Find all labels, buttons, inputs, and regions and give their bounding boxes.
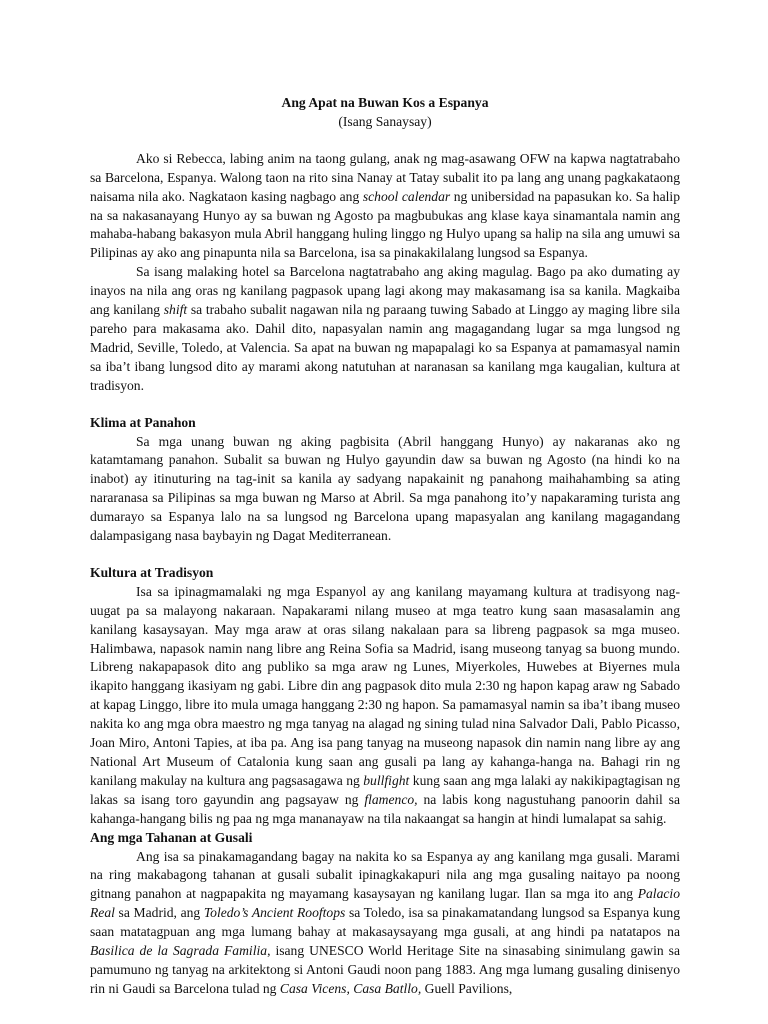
section-heading-klima: Klima at Panahon [90,414,196,430]
text-run: Isa sa ipinagmamalaki ng mga Espanyol ay ang kanilang mayamang kultura at tradisyong nag-uugat pa sa malayong nakaraan. Napakarami nilang museo at mga teatro kung saan masasalamin ang kanilang kasaysayan. May mga araw at oras silang nakalaan para sa libreng pagpasok sa mga museo. Halimbawa, napasok namin nang libre ang Reina Sofia sa Madrid, isang museong tanyag sa buong mundo. Libreng nakapapasok dito ang publiko sa mga araw ng Lunes, Miyerkoles, Huwebes at Biyernes mula ikapito hanggang ikasiyam ng gabi. Libre din ang pagpasok dito mula 2:30 ng hapon kapag araw ng Sabado at kapag Linggo, libre ito mula umaga hanggang 2:30 ng hapon. Sa pamamasyal namin sa iba’t ibang museo nakita ko ang mga obra maestro ng mga tanyag na alagad ng sining tulad nina Salvador Dali, Pablo Picasso, Joan Miro, Antoni Tapies, at iba pa. Ang isa pang tanyag na museong napasok din namin nang libre ay ang National Art Museum of Catalonia kung saan ang gusali pa lang ay kahanga-hanga na. Bahagi rin ng kanilang makulay na kultura ang pagsasagawa ng [90,583,680,788]
section-heading-kultura: Kultura at Tradisyon [90,564,214,580]
section-kultura-paragraph [90,583,680,829]
italic-term: school calendar [362,188,451,204]
intro-paragraph-2 [90,263,680,395]
text-run: ng unibersidad na papasukan ko. Sa halip na sa nakasanayang Hunyo ay sa buwan ng Agosto pa magbubukas ang klase kaya sinamantala namin ang mahaba-habang bakasyon mula Abril hanggang huling linggo ng Hulyo upang sa halip na sila ang umuwi sa Pilipinas ay ako ang pinapunta nila sa Barcelona, isa sa pinakakilalang lungsod sa Espanya. [90,188,680,261]
document-title: Ang Apat na Buwan Kos a Espanya [281,95,489,110]
title-block [90,94,680,132]
section-tahanan [90,829,680,999]
intro-paragraph-1 [90,150,680,263]
section-klima-paragraph [90,433,680,546]
text-run: Ang isa sa pinakamagandang bagay na nakita ko sa Espanya ay ang kanilang mga gusali. Marami na ring makabagong tahanan at gusali subalit ipinagkakapuri nila ang mga gusaling naitayo pa noong gitnang panahon at nagpapakita ng mayamang kasaysayan ng kanilang lugar. Ilan sa mga ito ang [90,848,680,902]
italic-term: Basilica de la Sagrada Familia [90,943,268,959]
section-klima [90,414,680,546]
text-run: na labis kong nagustuhang panoorin dahil sa kahanga-hangang bilis ng paa ng mga mananayaw na tila nakaangat sa hangin at hindi lumalapat sa sahig. [90,791,680,826]
italic-term: shift [163,302,188,318]
text-run: kung saan ang mga lalaki ay nakikipagtagisan ng lakas sa isang toro gayundin ang pagsayaw ng [90,772,680,807]
italic-term: bullfight [363,772,410,788]
text-run: Sa isang malaking hotel sa Barcelona nagtatrabaho ang aking magulag. Bago pa ako dumating ay inayos na nila ang oras ng kanilang pagpasok upang lagi akong may makasamang isa sa kanila. Magkaiba ang kanilang [90,264,680,318]
text-run: sa Madrid, ang [114,905,204,921]
section-heading-tahanan: Ang mga Tahanan at Gusali [90,829,253,845]
text-run: , isang UNESCO World Heritage Site na sinasabing sinimulang gawin sa pamumuno ng tanyag na arkitektong si Antoni Gaudi noon pang 1883. Ang mga lumang gusaling dinisenyo rin ni Gaudi sa Barcelona tulad ng [90,943,680,996]
text-run: sa Toledo, isa sa pinakamatandang lungsod sa Espanya kung saan matatagpuan ang mga lumang bahay at makasaysayang mga gusali, at ang hindi pa natatapos na [90,905,680,940]
italic-term: Casa Vicens, Casa Batllo, [279,980,422,996]
section-kultura [90,564,680,829]
section-tahanan-paragraph [90,848,680,999]
italic-term: Palacio Real [90,886,680,921]
text-run: Guell Pavilions, [421,980,513,996]
italic-term: flamenco, [364,791,418,807]
text-run: Sa mga unang buwan ng aking pagbisita (Abril hanggang Hunyo) ay nakaranas ako ng katamtamang panahon. Subalit sa buwan ng Hulyo gayundin daw sa buwan ng Agosto (na hindi ko na inabot) ay itinuturing na tag-init sa kanila ay sadyang napakainit ng panahong maihahambing sa ating nararanasa sa Pilipinas sa mga buwan ng Marso at Abril. Sa mga panahong ito’y napakaraming turista ang dumarayo sa Espanya lalo na sa lungsod ng Barcelona upang mapasyalan ang kanilang magagandang dalampasigang nasa baybayin ng Dagat Mediterranean. [90,433,680,544]
document-subtitle: (Isang Sanaysay) [338,113,432,129]
text-run: sa trabaho subalit nagawan nila ng paraang tuwing Sabado at Linggo ay maging libre sila pareho para makasama ako. Dahil dito, napasyalan namin ang magagandang lugar sa mga lungsod ng Madrid, Seville, Toledo, at Valencia. Sa apat na buwan ng mapapalagi ko sa Espanya at pamamasyal namin sa iba’t ibang lungsod dito ay marami akong natutuhan at naranasan sa kanilang mga kaugalian, kultura at tradisyon. [90,302,680,393]
text-run: Ako si Rebecca, labing anim na taong gulang, anak ng mag-asawang OFW na kapwa nagtatrabaho sa Barcelona, Espanya. Walong taon na rito sina Nanay at Tatay subalit ito pa lang ang unang pagkakataong naisama nila ako. Nagkataon kasing nagbago ang [90,150,680,204]
italic-term: Toledo’s Ancient Rooftops [203,905,346,921]
